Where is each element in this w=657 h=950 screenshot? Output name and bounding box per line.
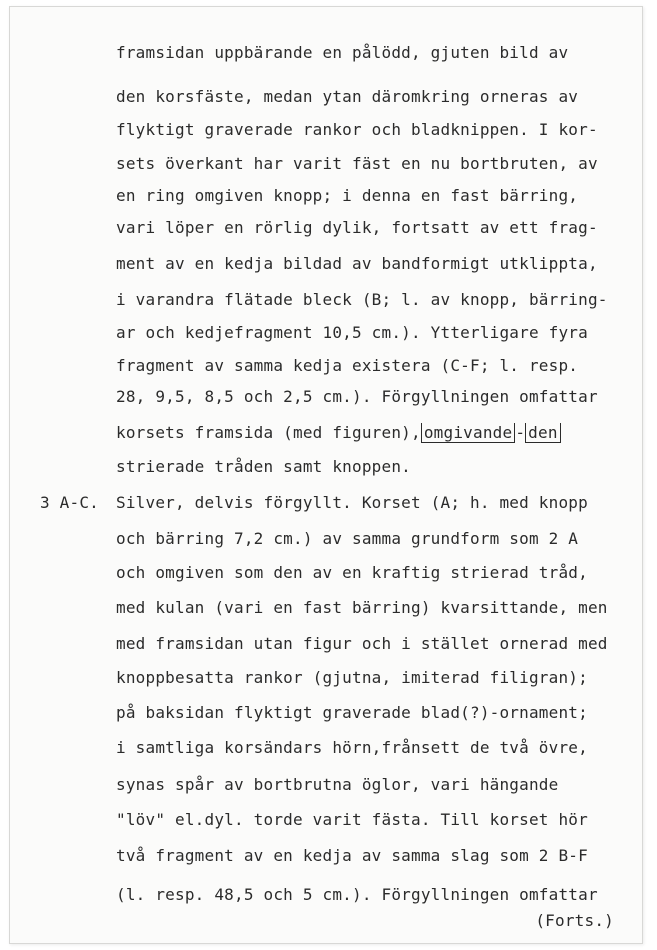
text-fragment: - (515, 423, 526, 442)
text-fragment: korsets framsida (med figuren), (116, 423, 421, 442)
bracketed-correction: omgivande (421, 423, 516, 443)
typed-page (9, 6, 643, 944)
text-line: fragment av samma kedja existera (C-F; l. resp. (116, 356, 579, 375)
text-line: den korsfäste, medan ytan däromkring orneras av (116, 87, 579, 106)
text-line: ment av en kedja bildad av bandformigt utklippta, (116, 254, 598, 273)
text-line: på baksidan flyktigt graverade blad(?)-ornament; (116, 703, 588, 722)
text-line: i samtliga korsändars hörn,frånsett de två övre, (116, 738, 588, 757)
text-line: och omgiven som den av en kraftig strierad tråd, (116, 563, 588, 582)
continuation-note: (Forts.) (535, 911, 614, 930)
text-line: sets överkant har varit fäst en nu bortbruten, av (116, 154, 598, 173)
text-line: och bärring 7,2 cm.) av samma grundform som 2 A (116, 529, 579, 548)
entry-label: 3 A-C. (40, 493, 99, 512)
text-line: 28, 9,5, 8,5 och 2,5 cm.). Förgyllningen omfattar (116, 387, 598, 406)
text-line: "löv" el.dyl. torde varit fästa. Till korset hör (116, 810, 588, 829)
text-line: en ring omgiven knopp; i denna en fast bärring, (116, 186, 579, 205)
text-line: två fragment av en kedja av samma slag som 2 B-F (116, 846, 588, 865)
text-line: vari löper en rörlig dylik, fortsatt av ett frag- (116, 218, 598, 237)
text-line: (l. resp. 48,5 och 5 cm.). Förgyllningen omfattar (116, 885, 598, 904)
text-line: ar och kedjefragment 10,5 cm.). Ytterligare fyra (116, 323, 588, 342)
text-line: Silver, delvis förgyllt. Korset (A; h. med knopp (116, 493, 588, 512)
text-line: strierade tråden samt knoppen. (116, 457, 411, 476)
text-line: i varandra flätade bleck (B; l. av knopp, bärring- (116, 290, 608, 309)
bracketed-correction: den (525, 423, 561, 443)
text-line: framsidan uppbärande en pålödd, gjuten bild av (116, 43, 569, 62)
text-line-with-correction (116, 423, 561, 443)
text-line: med kulan (vari en fast bärring) kvarsittande, men (116, 598, 608, 617)
text-line: med framsidan utan figur och i stället ornerad med (116, 634, 608, 653)
text-line: flyktigt graverade rankor och bladknippen. I kor- (116, 120, 598, 139)
text-line: synas spår av bortbrutna öglor, vari hängande (116, 775, 559, 794)
text-line: knoppbesatta rankor (gjutna, imiterad filigran); (116, 668, 588, 687)
